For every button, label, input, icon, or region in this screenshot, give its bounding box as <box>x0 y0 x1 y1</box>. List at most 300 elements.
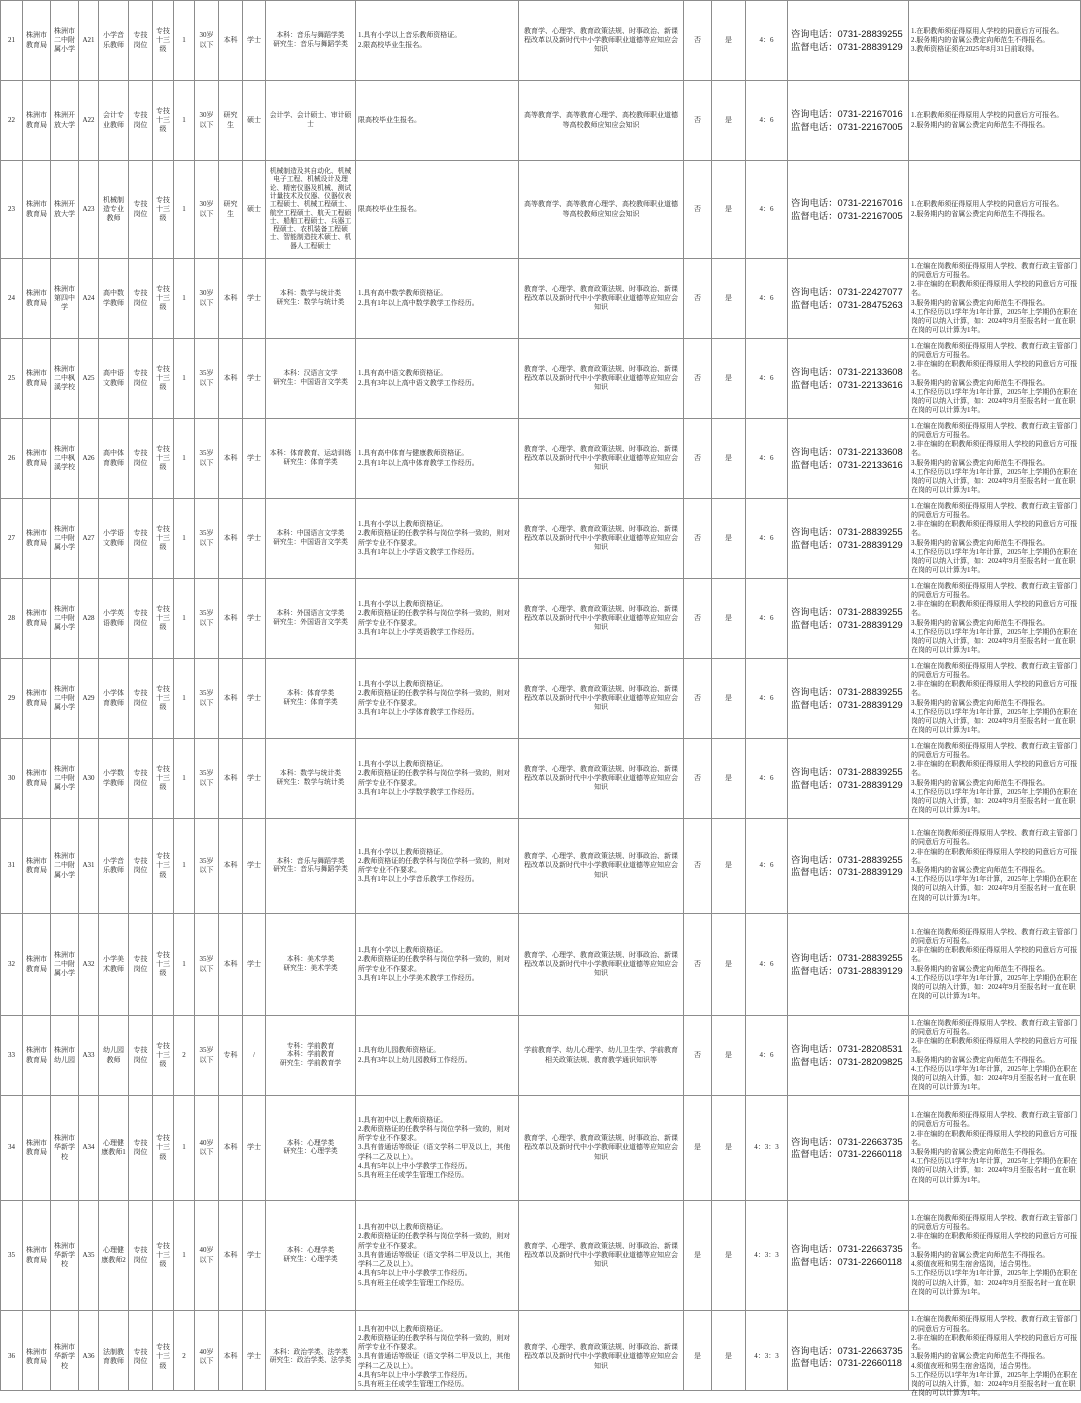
interview-text: 是 <box>725 533 732 542</box>
department-cell <box>23 819 51 914</box>
contact-phones <box>788 659 908 738</box>
degree-text: 硕士 <box>247 204 261 213</box>
post-category-text: 专技岗位 <box>133 449 148 467</box>
cell-frame <box>23 659 50 738</box>
exam-content-cell <box>519 499 684 579</box>
table-row <box>1 499 1081 579</box>
hiring-count-text: 1 <box>182 115 186 124</box>
exam-content-text: 教育学、心理学、教育政策法规、时事政治、新课程改革以及新时代中小学教师职业道德等应知应会知识 <box>524 764 678 792</box>
cell-frame <box>129 739 152 818</box>
major-text: 专科：学前教育 本科：学前教育 研究生：学前教育学 <box>279 1043 342 1067</box>
department-text: 株洲市教育局 <box>26 1138 47 1156</box>
major-cell <box>266 339 356 419</box>
table-row <box>1 161 1081 259</box>
major-cell <box>266 819 356 914</box>
major-text: 本科：中国语言文学类 研究生：中国语言文学类 <box>273 530 348 546</box>
cell-frame <box>243 1096 265 1200</box>
cell-frame <box>519 499 683 578</box>
cell-content <box>79 81 98 160</box>
notes-cell <box>909 81 1081 161</box>
contact-phones <box>788 739 908 818</box>
cell-frame <box>153 1016 173 1095</box>
post-category-text: 专技岗位 <box>133 955 148 973</box>
cell-frame <box>219 161 242 258</box>
cell-content <box>51 819 78 913</box>
employer-cell <box>51 1096 79 1201</box>
department-text: 株洲市教育局 <box>26 1347 47 1365</box>
exam-content-cell <box>519 1016 684 1096</box>
skill-test-cell <box>684 499 712 579</box>
cell-content <box>99 914 128 1015</box>
cell-content <box>174 1016 194 1095</box>
employer-cell <box>51 819 79 914</box>
cell-frame <box>746 1311 787 1390</box>
supervise-phone: 监督电话：0731-28839129 <box>791 539 903 550</box>
cell-content <box>51 1016 78 1095</box>
post-code-cell <box>79 659 99 739</box>
post-code-text: A21 <box>82 35 95 44</box>
requirements-text: 1.具有小学以上教师资格证。 2.教师资格证的任教学科与岗位学科一致的，则对所学专业不作要求。 3.具有1年以上小学音乐教学工作经历。 <box>358 847 511 884</box>
post-code-text: A30 <box>82 773 95 782</box>
cell-content <box>712 1201 745 1310</box>
cell-frame <box>712 914 745 1015</box>
cell-frame <box>356 1 518 80</box>
cell-frame <box>219 659 242 738</box>
employer-text: 株洲市二中枫溪学校 <box>54 364 75 392</box>
cell-frame <box>746 1096 787 1200</box>
interview-text: 是 <box>725 1050 732 1059</box>
cell-frame <box>909 1096 1080 1200</box>
age-limit-text: 30岁以下 <box>199 289 214 307</box>
skill-test-text: 否 <box>694 613 701 622</box>
cell-frame <box>129 819 152 913</box>
cell-frame <box>684 739 711 818</box>
major-cell <box>266 659 356 739</box>
interview-cell <box>712 1016 746 1096</box>
skill-test-cell <box>684 1201 712 1311</box>
cell-content <box>1 81 22 160</box>
post-category-text: 专技岗位 <box>133 111 148 129</box>
table-row <box>1 1096 1081 1201</box>
cell-frame <box>174 81 194 160</box>
department-text: 株洲市教育局 <box>26 200 47 218</box>
post-level-cell <box>153 1096 174 1201</box>
hiring-count-cell <box>174 579 195 659</box>
cell-frame <box>684 659 711 738</box>
post-code-cell <box>79 914 99 1016</box>
exam-content-cell <box>519 1096 684 1201</box>
employer-text: 株洲市幼儿园 <box>54 1046 75 1064</box>
contact-phones-cell <box>788 1 909 81</box>
post-code-text: A25 <box>82 373 95 382</box>
cell-frame <box>519 1 683 80</box>
cell-content <box>23 659 50 738</box>
cell-frame <box>79 819 98 913</box>
cell-content <box>79 259 98 338</box>
cell-frame <box>266 1311 355 1390</box>
cell-frame <box>99 1311 128 1390</box>
hiring-count-cell <box>174 914 195 1016</box>
cell-content <box>79 1 98 80</box>
cell-frame <box>99 499 128 578</box>
employer-text: 株洲市二中附属小学 <box>54 950 75 978</box>
education-cell <box>219 819 243 914</box>
cell-content <box>23 914 50 1015</box>
row-number-text: 34 <box>8 1143 15 1152</box>
cell-frame <box>153 819 173 913</box>
interview-cell <box>712 1 746 81</box>
cell-content <box>1 1311 22 1403</box>
score-ratio-cell <box>746 339 788 419</box>
major-cell <box>266 1311 356 1391</box>
employer-cell <box>51 1311 79 1391</box>
post-category-text: 专技岗位 <box>133 1046 148 1064</box>
interview-cell <box>712 579 746 659</box>
cell-content <box>195 914 218 1015</box>
cell-frame <box>243 1 265 80</box>
cell-content <box>909 1201 1080 1310</box>
cell-frame <box>153 1 173 80</box>
cell-content <box>195 739 218 818</box>
age-limit-text: 35岁以下 <box>199 689 214 707</box>
requirements-cell <box>356 81 519 161</box>
cell-content <box>153 739 173 818</box>
degree-text: 学士 <box>247 693 261 702</box>
cell-content <box>684 1 711 80</box>
post-level-cell <box>153 1311 174 1391</box>
post-code-text: A27 <box>82 533 95 542</box>
cell-frame <box>684 259 711 338</box>
education-text: 本科 <box>223 293 238 302</box>
cell-frame <box>219 819 242 913</box>
contact-phones <box>788 419 908 498</box>
cell-content <box>519 579 683 658</box>
skill-test-cell <box>684 1311 712 1391</box>
major-text: 本科：数学与统计类 研究生：数学与统计类 <box>276 290 345 306</box>
interview-text: 是 <box>725 373 732 382</box>
cell-content <box>712 1 745 80</box>
requirements-cell <box>356 259 519 339</box>
cell-content <box>684 659 711 738</box>
notes-cell <box>909 819 1081 914</box>
cell-frame <box>51 819 78 913</box>
cell-frame <box>129 1016 152 1095</box>
interview-cell <box>712 819 746 914</box>
cell-content <box>243 579 265 658</box>
degree-cell <box>243 1311 266 1391</box>
exam-content-text: 教育学、心理学、教育政策法规、时事政治、新课程改革以及新时代中小学教师职业道德等应知应会知识 <box>524 1134 678 1161</box>
skill-test-text: 否 <box>694 1050 701 1059</box>
exam-content-cell <box>519 819 684 914</box>
notes-text: 1.在编在岗教师须征得原用人学校、教育行政主管部门的同意后方可报名。 2.非在编的在职教师须征得原用人学校的同意后方可报名。 3.服务期内的省属公费定向师范生不得报名。 4.工作经历以1学年为1年计算，2025年上学期仍在职在岗的可以纳入计算，如：2024年9月至报名时一直在职在岗的可以计算为1年。 <box>911 421 1078 495</box>
exam-content-text: 学前教育学、幼儿心理学、幼儿卫生学、学前教育相关政策法规、教育教学通识知识等 <box>524 1046 678 1064</box>
cell-frame <box>174 739 194 818</box>
cell-content <box>174 81 194 160</box>
requirements-cell <box>356 1201 519 1311</box>
requirements-text: 限高校毕业生报名。 <box>358 115 421 124</box>
cell-frame <box>266 339 355 418</box>
post-category-cell <box>129 1096 153 1201</box>
interview-text: 是 <box>725 861 732 870</box>
cell-content <box>519 259 683 338</box>
cell-frame <box>788 419 908 498</box>
cell-content <box>219 914 242 1015</box>
cell-frame <box>909 819 1080 913</box>
post-category-cell <box>129 914 153 1016</box>
cell-frame <box>219 419 242 498</box>
cell-frame <box>266 259 355 338</box>
cell-frame <box>266 81 355 160</box>
major-text: 本科：音乐与舞蹈学类 研究生：音乐与舞蹈学类 <box>273 32 348 48</box>
age-limit-cell <box>195 81 219 161</box>
degree-cell <box>243 659 266 739</box>
major-cell <box>266 499 356 579</box>
cell-frame <box>243 81 265 160</box>
score-ratio-text: 4：6 <box>759 861 774 870</box>
cell-content <box>99 1096 128 1200</box>
requirements-cell <box>356 914 519 1016</box>
cell-frame <box>746 419 787 498</box>
employer-cell <box>51 81 79 161</box>
cell-content <box>219 659 242 738</box>
post-code-cell <box>79 419 99 499</box>
cell-frame <box>356 1016 518 1095</box>
age-limit-text: 35岁以下 <box>199 856 214 874</box>
post-name-text: 小学音乐教师 <box>103 856 124 874</box>
requirements-cell <box>356 659 519 739</box>
cell-frame <box>788 499 908 578</box>
cell-frame <box>712 259 745 338</box>
cell-content <box>51 579 78 658</box>
exam-content-text: 教育学、心理学、教育政策法规、时事政治、新课程改革以及新时代中小学教师职业道德等应知应会知识 <box>524 852 678 879</box>
cell-content <box>23 1016 50 1095</box>
cell-content <box>746 819 787 913</box>
cell-content <box>684 914 711 1015</box>
cell-frame <box>23 81 50 160</box>
exam-content-text: 教育学、心理学、教育政策法规、时事政治、新课程改革以及新时代中小学教师职业道德等应知应会知识 <box>524 1343 678 1370</box>
post-name-text: 小学英语教师 <box>103 609 124 627</box>
contact-phones-cell <box>788 1311 909 1391</box>
skill-test-cell <box>684 739 712 819</box>
score-ratio-cell <box>746 259 788 339</box>
cell-content <box>79 419 98 498</box>
cell-frame <box>356 161 518 258</box>
consult-phone: 咨询电话：0731-22133608 <box>791 367 903 378</box>
score-ratio-text: 4：3：3 <box>754 1250 779 1259</box>
cell-content <box>519 739 683 818</box>
score-ratio-text: 4：6 <box>759 35 774 44</box>
cell-content <box>195 1 218 80</box>
cell-content <box>153 1016 173 1095</box>
major-cell <box>266 259 356 339</box>
cell-frame <box>23 914 50 1015</box>
degree-text: 硕士 <box>247 115 261 124</box>
notes-text: 1.在编在岗教师须征得原用人学校、教育行政主管部门的同意后方可报名。 2.非在编的在职教师须征得原用人学校的同意后方可报名。 3.服务期内的省属公费定向师范生不得报名。 4.工作经历以1学年为1年计算，2025年上学期仍在职在岗的可以纳入计算，如：2024年9月至报名时一直在职在岗的可以计算为1年。 <box>911 341 1078 415</box>
post-level-text: 专技十三级 <box>156 444 170 472</box>
department-cell <box>23 339 51 419</box>
cell-content <box>243 81 265 160</box>
consult-phone: 咨询电话：0731-22133608 <box>791 447 903 458</box>
cell-content <box>79 1201 98 1310</box>
post-category-cell <box>129 1 153 81</box>
cell-content <box>909 659 1080 738</box>
cell-content <box>712 1311 745 1403</box>
post-name-text: 高中体育教师 <box>103 449 124 467</box>
cell-frame <box>51 499 78 578</box>
supervise-phone: 监督电话：0731-22167005 <box>791 121 903 132</box>
cell-content <box>23 81 50 160</box>
cell-content <box>1 161 22 258</box>
cell-frame <box>684 1311 711 1390</box>
cell-content <box>99 161 128 258</box>
age-limit-cell <box>195 1016 219 1096</box>
cell-frame <box>99 914 128 1015</box>
cell-content <box>266 1 355 80</box>
age-limit-text: 35岁以下 <box>199 769 214 787</box>
cell-content <box>356 1311 518 1403</box>
cell-frame <box>51 914 78 1015</box>
notes-cell <box>909 499 1081 579</box>
contact-phones <box>788 1096 908 1200</box>
post-level-text: 专技十三级 <box>156 852 170 879</box>
cell-content <box>219 739 242 818</box>
employer-text: 株洲市华新学校 <box>54 1134 75 1161</box>
cell-frame <box>174 659 194 738</box>
exam-content-cell <box>519 259 684 339</box>
cell-frame <box>788 1016 908 1095</box>
employer-cell <box>51 259 79 339</box>
major-text: 会计学、会计硕士、审计硕士 <box>269 112 352 128</box>
requirements-text: 1.具有小学以上教师资格证。 2.教师资格证的任教学科与岗位学科一致的，则对所学专业不作要求。 3.具有1年以上小学语文教学工作经历。 <box>358 520 511 556</box>
contact-phones <box>788 1201 908 1310</box>
cell-frame <box>266 499 355 578</box>
interview-cell <box>712 1096 746 1201</box>
post-name-cell <box>99 579 129 659</box>
cell-frame <box>174 1016 194 1095</box>
cell-content <box>1 739 22 818</box>
cell-content <box>356 659 518 738</box>
contact-phones-cell <box>788 81 909 161</box>
exam-content-text: 教育学、心理学、教育政策法规、时事政治、新课程改革以及新时代中小学教师职业道德等应知应会知识 <box>524 524 678 552</box>
row-number-cell <box>1 419 23 499</box>
cell-frame <box>712 499 745 578</box>
cell-content <box>195 1096 218 1200</box>
cell-content <box>1 1016 22 1095</box>
score-ratio-text: 4：6 <box>759 1050 774 1059</box>
contact-phones-cell <box>788 259 909 339</box>
cell-content <box>909 1096 1080 1200</box>
hiring-count-cell <box>174 1 195 81</box>
table-row <box>1 1 1081 81</box>
cell-content <box>195 161 218 258</box>
cell-content <box>153 419 173 498</box>
post-name-text: 小学美术教师 <box>103 955 124 973</box>
post-code-cell <box>79 339 99 419</box>
cell-frame <box>195 161 218 258</box>
cell-content <box>79 161 98 258</box>
cell-frame <box>684 1 711 80</box>
cell-content <box>51 1201 78 1310</box>
cell-content <box>909 579 1080 658</box>
cell-frame <box>519 819 683 913</box>
cell-content <box>153 914 173 1015</box>
requirements-cell <box>356 499 519 579</box>
row-number-text: 23 <box>8 204 15 213</box>
cell-frame <box>51 161 78 258</box>
exam-content-text: 教育学、心理学、教育政策法规、时事政治、新课程改革以及新时代中小学教师职业道德等应知应会知识 <box>524 684 678 712</box>
employer-text: 株洲市二中附属小学 <box>54 604 75 632</box>
cell-content <box>219 161 242 258</box>
post-name-cell <box>99 1201 129 1311</box>
cell-frame <box>153 579 173 658</box>
cell-frame <box>243 659 265 738</box>
cell-content <box>243 1201 265 1310</box>
cell-content <box>909 81 1080 160</box>
cell-frame <box>174 161 194 258</box>
education-text: 本科 <box>223 613 238 622</box>
cell-frame <box>1 1016 22 1095</box>
cell-content <box>51 81 78 160</box>
row-number-text: 31 <box>8 861 15 870</box>
notes-cell <box>909 419 1081 499</box>
table-row <box>1 1311 1081 1391</box>
hiring-count-cell <box>174 659 195 739</box>
cell-content <box>1 419 22 498</box>
cell-frame <box>909 1 1080 80</box>
cell-frame <box>79 259 98 338</box>
cell-frame <box>712 1201 745 1310</box>
contact-phones <box>788 1 908 80</box>
exam-content-cell <box>519 914 684 1016</box>
cell-frame <box>195 259 218 338</box>
interview-cell <box>712 161 746 259</box>
cell-content <box>356 339 518 418</box>
cell-frame <box>129 339 152 418</box>
post-code-cell <box>79 1016 99 1096</box>
cell-frame <box>712 1311 745 1390</box>
cell-frame <box>909 81 1080 160</box>
post-code-cell <box>79 1096 99 1201</box>
cell-frame <box>712 579 745 658</box>
cell-content <box>712 1016 745 1095</box>
post-category-text: 专技岗位 <box>133 1246 148 1264</box>
department-cell <box>23 1016 51 1096</box>
department-cell <box>23 914 51 1016</box>
contact-phones <box>788 819 908 913</box>
cell-frame <box>788 579 908 658</box>
major-cell <box>266 161 356 259</box>
cell-frame <box>266 659 355 738</box>
degree-text: 学士 <box>247 773 261 782</box>
post-level-text: 专技十三级 <box>156 195 170 223</box>
supervise-phone: 监督电话：0731-28839129 <box>791 779 903 790</box>
education-cell <box>219 81 243 161</box>
degree-cell <box>243 1096 266 1201</box>
cell-frame <box>23 161 50 258</box>
cell-frame <box>519 1201 683 1310</box>
skill-test-text: 否 <box>694 204 701 213</box>
cell-frame <box>266 419 355 498</box>
post-name-text: 小学语文教师 <box>103 529 124 547</box>
table-row <box>1 659 1081 739</box>
post-level-text: 专技十三级 <box>156 524 170 552</box>
cell-frame <box>519 739 683 818</box>
cell-frame <box>684 1016 711 1095</box>
cell-content <box>356 499 518 578</box>
age-limit-cell <box>195 1311 219 1391</box>
age-limit-cell <box>195 1096 219 1201</box>
post-category-cell <box>129 339 153 419</box>
